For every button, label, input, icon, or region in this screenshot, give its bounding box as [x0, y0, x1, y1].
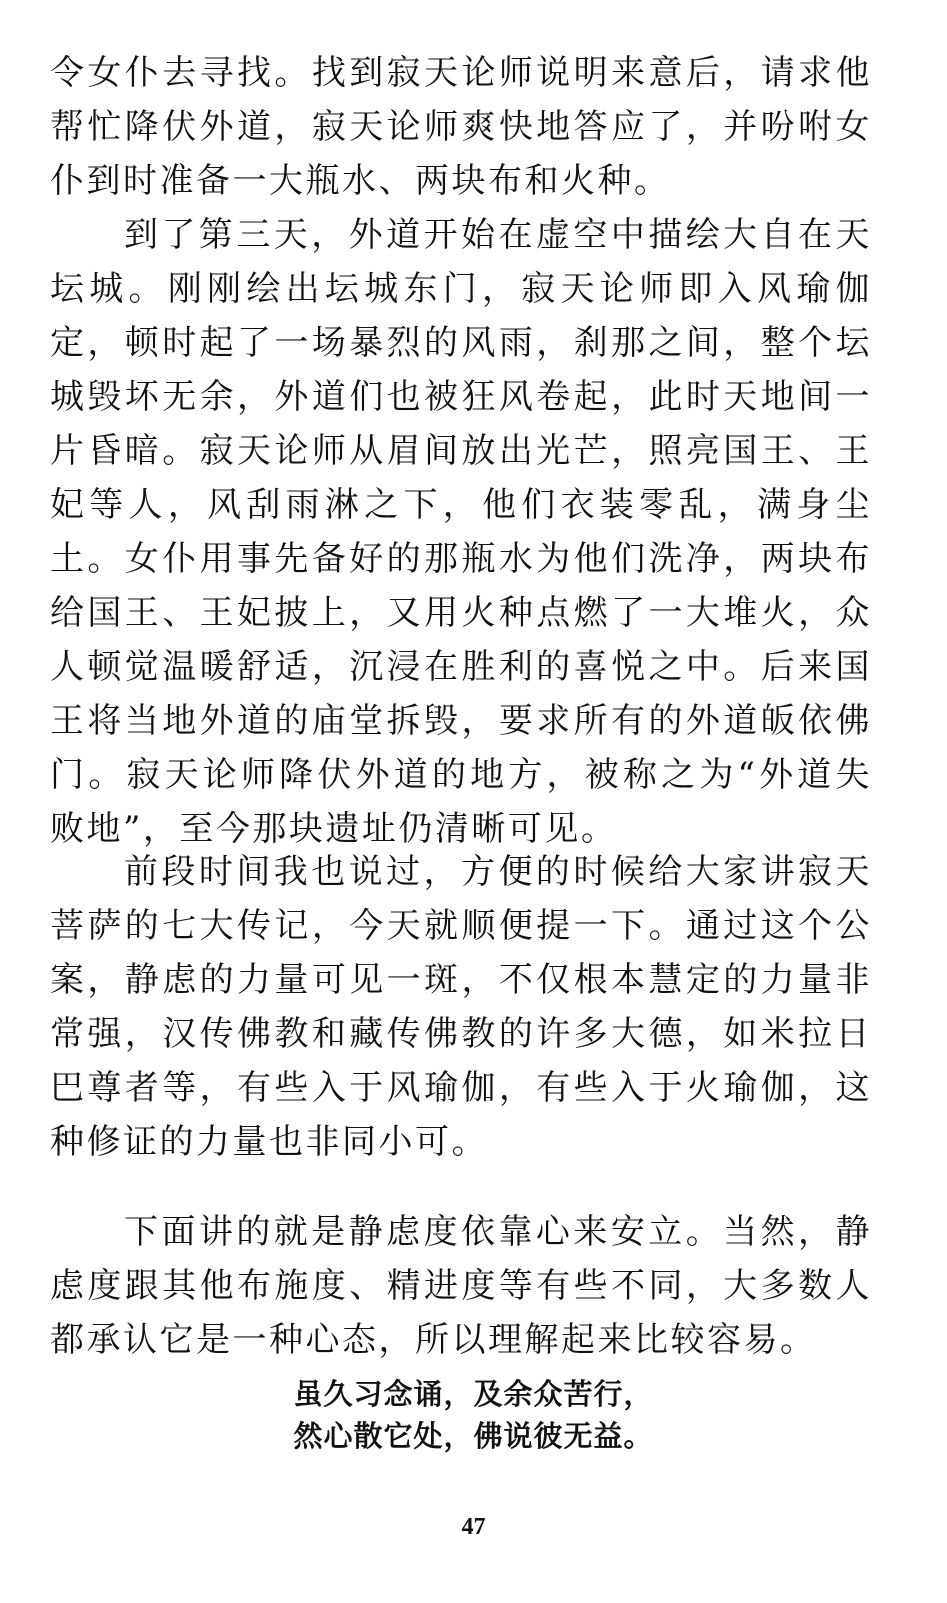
verse-line-2: 然心散它处，佛说彼无益。: [293, 1419, 654, 1453]
verse-line-1: 虽久习念诵，及余众苦行，: [293, 1377, 654, 1411]
paragraph-continuation: 令女仆去寻找。找到寂天论师说明来意后，请求他帮忙降伏外道，寂天论师爽快地答应了，并吩咐女仆到时准备一大瓶水、两块布和火种。: [50, 53, 872, 201]
paragraph-commentary: 前段时间我也说过，方便的时候给大家讲寂天菩萨的七大传记，今天就顺便提一下。通过这个公案，静虑的力量可见一斑，不仅根本慧定的力量非常强，汉传佛教和藏传佛教的许多大德，如米拉日巴尊者等，有些入于风瑜伽，有些入于火瑜伽，这种修证的力量也非同小可。: [50, 852, 872, 1162]
paragraph-meditation: 下面讲的就是静虑度依靠心来安立。当然，静虑度跟其他布施度、精进度等有些不同，大多数人都承认它是一种心态，所以理解起来比较容易。: [50, 1212, 872, 1360]
paragraph-story: 到了第三天，外道开始在虚空中描绘大自在天坛城。刚刚绘出坛城东门，寂天论师即入风瑜伽定，顿时起了一场暴烈的风雨，刹那之间，整个坛城毁坏无余，外道们也被狂风卷起，此时天地间一片昏暗。寂天论师从眉间放出光芒，照亮国王、王妃等人，风刮雨淋之下，他们衣装零乱，满身尘土。女仆用事先备好的那瓶水为他们洗净，两块布给国王、王妃披上，又用火种点燃了一大堆火，众人顿觉温暖舒适，沉浸在胜利的喜悦之中。后来国王将当地外道的庙堂拆毁，要求所有的外道皈依佛门。寂天论师降伏外道的地方，被称之为“外道失败地”，至今那块遗址仍清晰可见。: [50, 215, 872, 849]
page-number: 47: [461, 1514, 486, 1540]
